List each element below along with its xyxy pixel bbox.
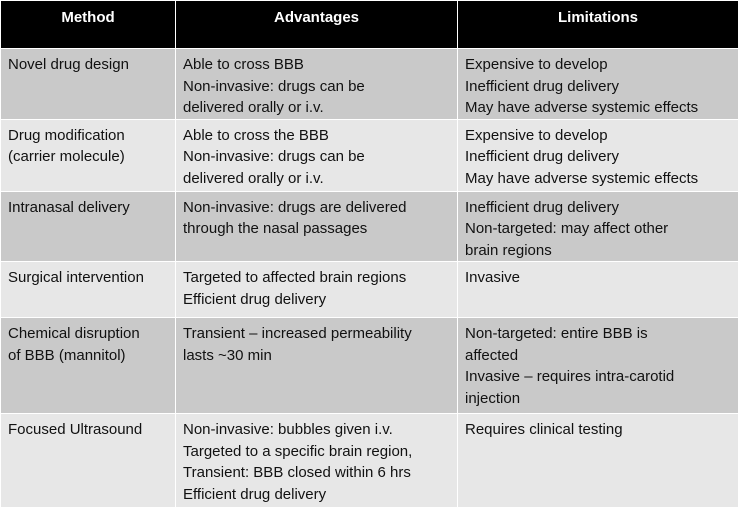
table-body <box>1 49 738 508</box>
cell-line: Transient: BBB closed within 6 hrs <box>183 464 411 481</box>
cell-line: May have adverse systemic effects <box>465 169 699 187</box>
cell-line: Drug modification <box>8 126 125 144</box>
table-row <box>1 191 738 262</box>
limitations-cell <box>458 414 738 508</box>
header-method: Method <box>1 1 176 49</box>
table-row <box>1 119 738 191</box>
cell-line: Requires clinical testing <box>465 421 623 438</box>
advantages-cell <box>176 119 458 191</box>
limitations-cell <box>458 262 738 318</box>
cell-line: through the nasal passages <box>183 220 368 237</box>
limitations-cell <box>458 49 738 120</box>
cell-line: Able to cross BBB <box>183 56 304 73</box>
limitations-cell <box>458 318 738 414</box>
method-cell <box>1 119 176 191</box>
cell-line: Intranasal delivery <box>8 198 130 216</box>
cell-line: Expensive to develop <box>465 56 608 73</box>
cell-line: affected <box>465 346 519 364</box>
cell-line: Focused Ultrasound <box>8 421 143 438</box>
cell-line: Inefficient drug delivery <box>465 77 619 95</box>
cell-line: Efficient drug delivery <box>183 290 327 308</box>
header-advantages: Advantages <box>176 1 458 49</box>
advantages-cell <box>176 414 458 508</box>
table-row <box>1 414 738 508</box>
header-row <box>1 1 738 49</box>
cell-line: Invasive – requires intra-carotid <box>465 368 675 385</box>
cell-line: Able to cross the BBB <box>183 126 329 144</box>
method-cell <box>1 262 176 318</box>
header-limitations: Limitations <box>458 1 738 49</box>
limitations-cell <box>458 191 738 262</box>
cell-line: Non-invasive: drugs can be <box>183 77 365 95</box>
table-row <box>1 262 738 318</box>
cell-line: of BBB (mannitol) <box>8 346 126 364</box>
cell-line: Non-invasive: drugs can be <box>183 148 365 165</box>
cell-line: Transient – increased permeability <box>183 325 412 342</box>
cell-line: delivered orally or i.v. <box>183 99 324 116</box>
cell-line: lasts ~30 min <box>183 346 272 364</box>
cell-line: Novel drug design <box>8 56 129 73</box>
method-cell <box>1 414 176 508</box>
table-header <box>1 1 738 49</box>
advantages-cell <box>176 191 458 262</box>
cell-line: Inefficient drug delivery <box>465 148 619 165</box>
cell-line: Non-targeted: entire BBB is <box>465 325 648 342</box>
cell-line: injection <box>465 389 521 407</box>
advantages-cell <box>176 49 458 120</box>
cell-line: Non-invasive: bubbles given i.v. <box>183 421 393 438</box>
method-cell <box>1 49 176 120</box>
cell-line: Targeted to affected brain regions <box>183 269 407 286</box>
cell-line: Inefficient drug delivery <box>465 198 619 216</box>
cell-line: Chemical disruption <box>8 325 140 342</box>
cell-line: May have adverse systemic effects <box>465 99 699 116</box>
cell-line: (carrier molecule) <box>8 148 125 165</box>
limitations-cell <box>458 119 738 191</box>
cell-line: Targeted to a specific brain region, <box>183 442 413 460</box>
table-row <box>1 318 738 414</box>
advantages-cell <box>176 262 458 318</box>
cell-line: Non-targeted: may affect other <box>465 220 669 237</box>
table-row <box>1 49 738 120</box>
advantages-cell <box>176 318 458 414</box>
cell-line: brain regions <box>465 241 552 259</box>
cell-line: delivered orally or i.v. <box>183 169 324 187</box>
method-cell <box>1 318 176 414</box>
cell-line: Efficient drug delivery <box>183 485 327 503</box>
cell-line: Invasive <box>465 269 521 286</box>
cell-line: Expensive to develop <box>465 126 608 144</box>
cell-line: Non-invasive: drugs are delivered <box>183 198 407 216</box>
cell-line: Surgical intervention <box>8 269 144 286</box>
method-cell <box>1 191 176 262</box>
